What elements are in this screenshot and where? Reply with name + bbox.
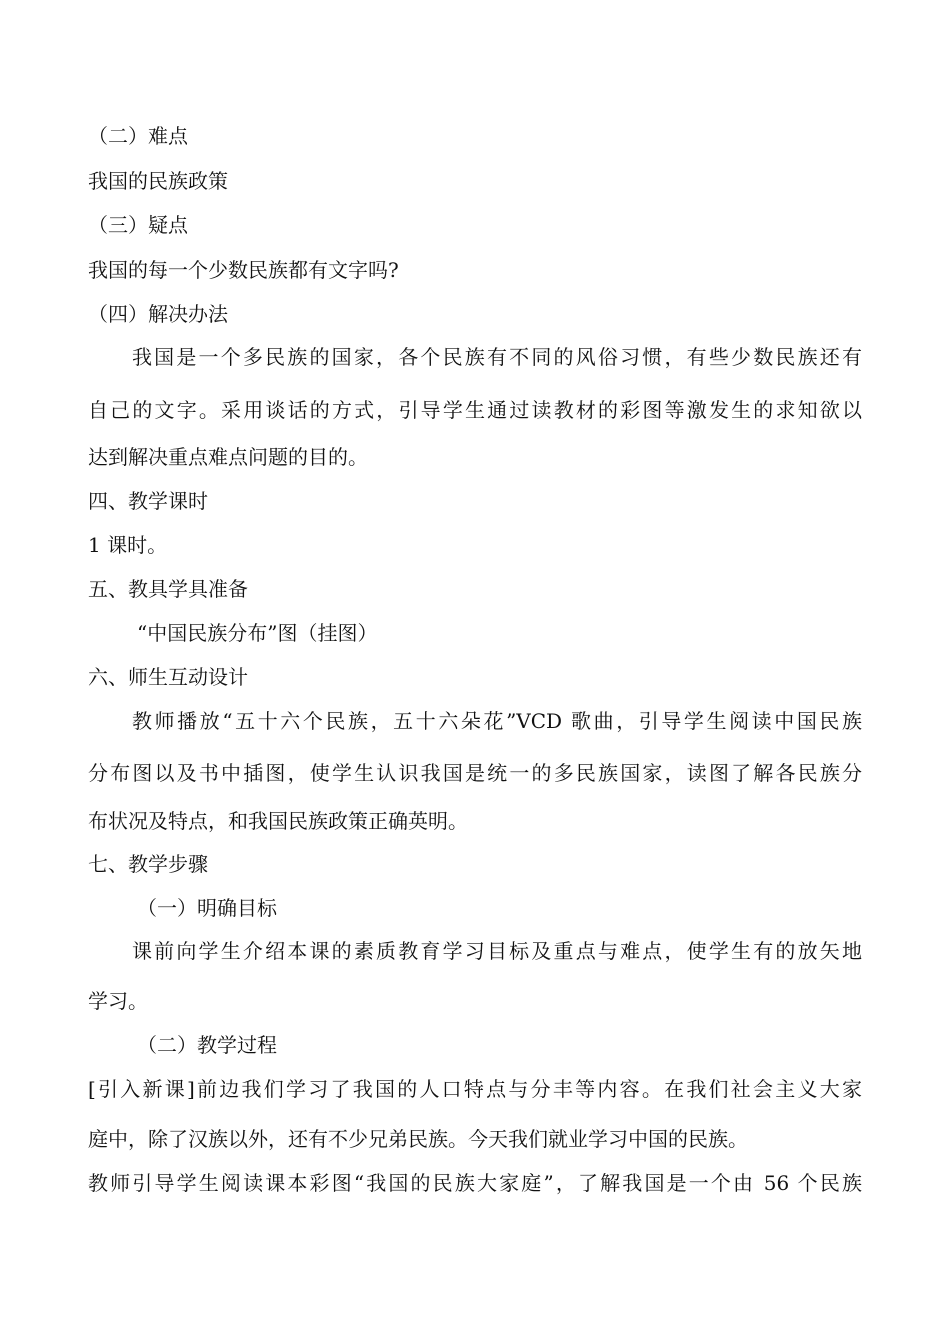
paragraph-interaction-line-1: 教师播放“五十六个民族，五十六朵花”VCD 歌曲，引导学生阅读中国民族 bbox=[132, 709, 862, 733]
paragraph-intro-line-2: 庭中，除了汉族以外，还有不少兄弟民族。今天我们就业学习中国的民族。 bbox=[88, 1127, 748, 1151]
heading-interaction-design: 六、师生互动设计 bbox=[88, 665, 248, 689]
heading-solution: （四）解决办法 bbox=[88, 302, 228, 326]
heading-clear-goals: （一）明确目标 bbox=[137, 896, 277, 920]
paragraph-interaction-line-2: 分布图以及书中插图，使学生认识我国是统一的多民族国家，读图了解各民族分 bbox=[88, 761, 862, 785]
heading-doubt: （三）疑点 bbox=[88, 213, 188, 237]
paragraph-teaching-aids: “中国民族分布”图（挂图） bbox=[137, 621, 378, 645]
heading-teaching-steps: 七、教学步骤 bbox=[88, 852, 208, 876]
paragraph-interaction-line-3: 布状况及特点，和我国民族政策正确英明。 bbox=[88, 809, 468, 833]
paragraph-goals-line-2: 学习。 bbox=[88, 989, 148, 1013]
paragraph-goals-line-1: 课前向学生介绍本课的素质教育学习目标及重点与难点，使学生有的放矢地 bbox=[132, 939, 862, 963]
paragraph-solution-line-3: 达到解决重点难点问题的目的。 bbox=[88, 445, 368, 469]
heading-difficulty: （二）难点 bbox=[88, 124, 188, 148]
heading-class-hours: 四、教学课时 bbox=[88, 489, 208, 513]
paragraph-class-hours: 1 课时。 bbox=[88, 533, 168, 557]
paragraph-reading-line-1: 教师引导学生阅读课本彩图“我国的民族大家庭”，了解我国是一个由 56 个民族 bbox=[88, 1171, 862, 1195]
paragraph-solution-line-1: 我国是一个多民族的国家，各个民族有不同的风俗习惯，有些少数民族还有 bbox=[132, 345, 862, 369]
paragraph-difficulty: 我国的民族政策 bbox=[88, 169, 228, 193]
heading-teaching-process: （二）教学过程 bbox=[137, 1033, 277, 1057]
heading-teaching-aids: 五、教具学具准备 bbox=[88, 577, 248, 601]
paragraph-doubt: 我国的每一个少数民族都有文字吗? bbox=[88, 258, 399, 282]
paragraph-intro-line-1: [引入新课]前边我们学习了我国的人口特点与分丰等内容。在我们社会主义大家 bbox=[88, 1077, 862, 1101]
paragraph-solution-line-2: 自己的文字。采用谈话的方式，引导学生通过读教材的彩图等激发生的求知欲以 bbox=[88, 398, 862, 422]
